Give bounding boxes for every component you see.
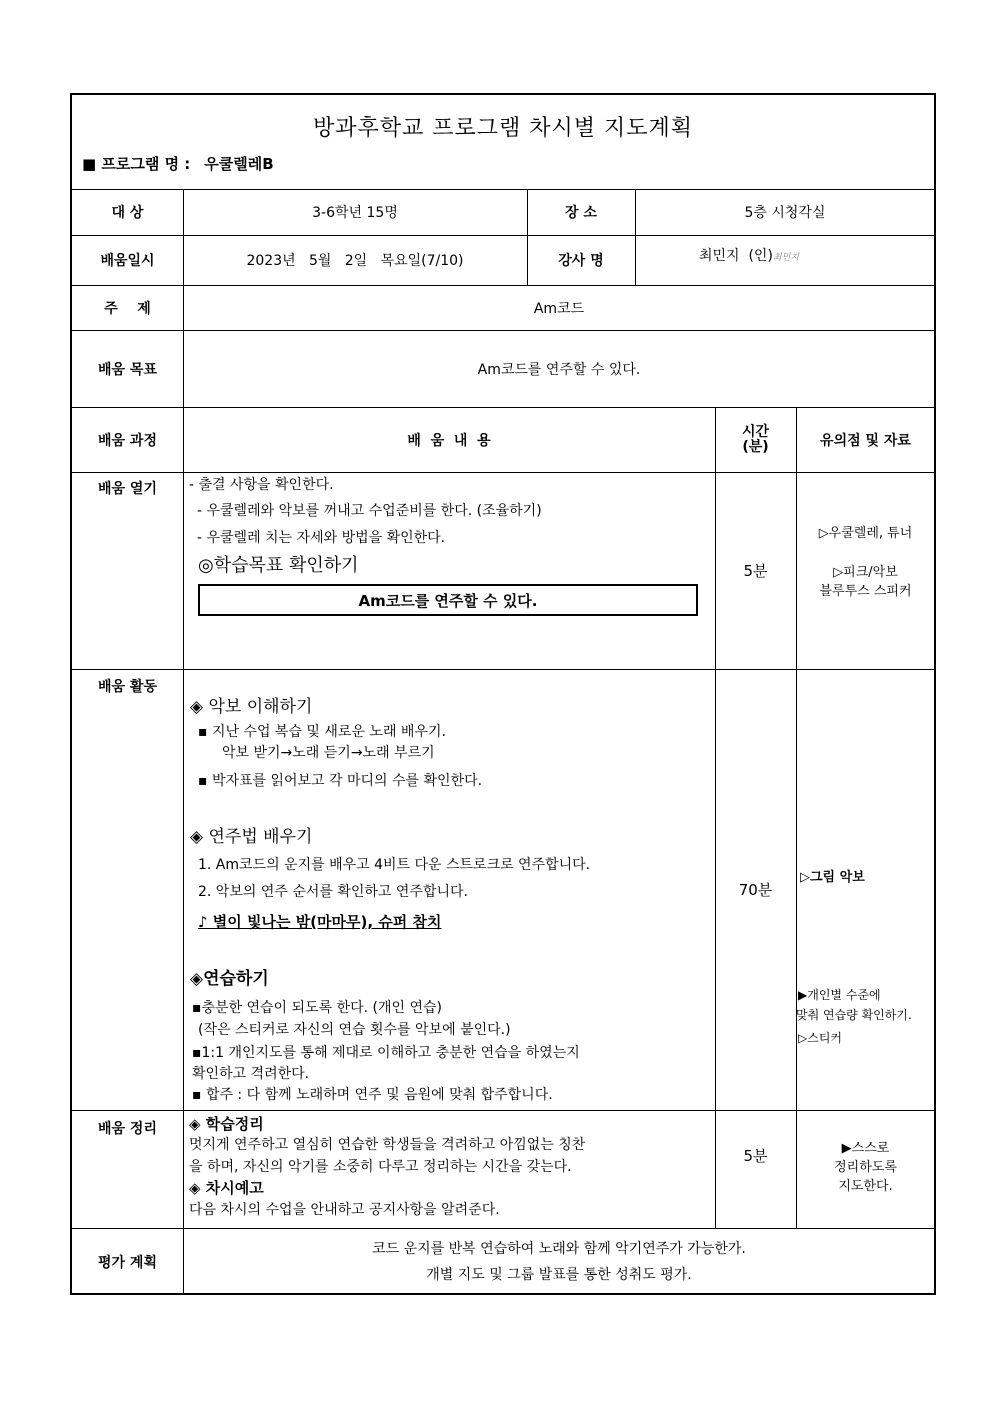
lesson-plan-sheet <box>70 93 936 1295</box>
header-process: 배움 과정 <box>98 432 157 449</box>
header-time: 시간 (분) <box>741 423 770 455</box>
activity-section1-heading: ◈ 악보 이해하기 <box>190 697 313 717</box>
evaluation-label: 평가 계획 <box>98 1254 157 1271</box>
activity-line: 2. 악보의 연주 순서를 확인하고 연주합니다. <box>198 884 468 900</box>
date-label: 배움일시 <box>100 253 155 269</box>
closing-time: 5분 <box>743 1146 768 1165</box>
activity-note: ▶개인별 수준에 <box>798 988 881 1002</box>
activity-section2-heading: ◈ 연주법 배우기 <box>190 827 313 847</box>
place-label: 장 소 <box>565 205 597 221</box>
activity-line: (작은 스티커로 자신의 연습 횟수를 악보에 붙인다.) <box>198 1022 511 1038</box>
opening-note: ▷피크/악보 <box>833 565 898 580</box>
target-value: 3-6학년 15명 <box>312 205 398 221</box>
teacher-signature: 최민지 <box>772 253 800 263</box>
header-content: 배 움 내 용 <box>407 432 491 449</box>
document-title: 방과후학교 프로그램 차시별 지도계획 <box>312 116 693 141</box>
target-label: 대 상 <box>111 205 144 221</box>
activity-label: 배움 활동 <box>98 679 157 695</box>
opening-line: - 우쿨렐레와 악보를 꺼내고 수업준비를 한다. (조율하기) <box>197 503 542 519</box>
topic-label: 주 제 <box>104 300 151 317</box>
date-value: 2023년 5월 2일 목요일(7/10) <box>246 253 464 269</box>
goal-value: Am코드를 연주할 수 있다. <box>477 361 641 378</box>
topic-value: Am코드 <box>533 300 585 317</box>
program-line <box>82 153 274 174</box>
closing-note: ▶스스로 <box>841 1141 890 1156</box>
activity-section3-heading: ◈연습하기 <box>190 969 269 989</box>
activity-time: 70분 <box>738 881 773 899</box>
program-label: ■ 프로그램 명 : <box>82 155 191 173</box>
activity-line: ▪ 합주 : 다 함께 노래하며 연주 및 음원에 맞춰 합주합니다. <box>192 1087 553 1103</box>
closing-line: 을 하며, 자신의 악기를 소중히 다루고 정리하는 시간을 갖는다. <box>189 1159 572 1175</box>
opening-goal-box: Am코드를 연주할 수 있다. <box>198 584 698 616</box>
header-notes: 유의점 및 자료 <box>820 432 911 449</box>
opening-line: - 우쿨렐레 치는 자세와 방법을 확인한다. <box>197 530 446 546</box>
closing-note: 정리하도록 <box>834 1160 897 1175</box>
opening-note: ▷우쿨렐레, 튜너 <box>818 526 913 541</box>
evaluation-line: 개별 지도 및 그룹 발표를 통한 성취도 평가. <box>426 1267 692 1283</box>
row-divider <box>72 669 934 670</box>
evaluation-line: 코드 운지를 반복 연습하여 노래와 함께 악기연주가 가능한가. <box>372 1241 746 1257</box>
activity-note: ▷그림 악보 <box>800 870 865 885</box>
closing-heading2: ◈ 차시예고 <box>189 1179 264 1197</box>
teacher-label: 강사 명 <box>558 253 604 269</box>
activity-line: ▪충분한 연습이 되도록 한다. (개인 연습) <box>192 1000 442 1016</box>
goal-label: 배움 목표 <box>98 361 157 378</box>
closing-label: 배움 정리 <box>98 1121 157 1137</box>
opening-time: 5분 <box>743 562 768 580</box>
row-divider <box>72 1228 934 1229</box>
activity-line: 악보 받기→노래 듣기→노래 부르기 <box>222 745 435 761</box>
opening-goal-heading: ◎학습목표 확인하기 <box>198 555 359 576</box>
opening-label: 배움 열기 <box>98 481 157 497</box>
activity-line: 확인하고 격려한다. <box>192 1066 310 1082</box>
row-divider <box>72 472 934 473</box>
program-name: 우쿨렐레B <box>204 155 274 173</box>
opening-note: 블루투스 스피커 <box>819 584 912 599</box>
closing-line: 다음 차시의 수업을 안내하고 공지사항을 알려준다. <box>189 1202 500 1218</box>
teacher-value: 최민지 (인) <box>699 248 773 264</box>
teacher-cell <box>635 235 935 285</box>
row-divider <box>72 1110 934 1111</box>
closing-note: 지도한다. <box>838 1179 893 1194</box>
opening-line: - 출결 사항을 확인한다. <box>189 477 334 493</box>
activity-songs: ♪ 별이 빛나는 밤(마마무), 슈퍼 참치 <box>198 913 442 931</box>
activity-line: 1. Am코드의 운지를 배우고 4비트 다운 스트로크로 연주합니다. <box>198 857 591 873</box>
activity-note: ▷스티커 <box>798 1031 843 1045</box>
activity-line: ▪1:1 개인지도를 통해 제대로 이해하고 충분한 연습을 하였는지 <box>192 1045 580 1061</box>
activity-note: 맞춰 연습량 확인하기. <box>796 1008 912 1022</box>
activity-line: ▪ 지난 수업 복습 및 새로운 노래 배우기. <box>198 724 446 740</box>
activity-line: ▪ 박자표를 읽어보고 각 마디의 수를 확인한다. <box>198 773 483 789</box>
place-value: 5층 시청각실 <box>744 205 826 221</box>
closing-line: 멋지게 연주하고 열심히 연습한 학생들을 격려하고 아낌없는 칭찬 <box>189 1137 586 1153</box>
closing-heading1: ◈ 학습정리 <box>189 1115 264 1133</box>
